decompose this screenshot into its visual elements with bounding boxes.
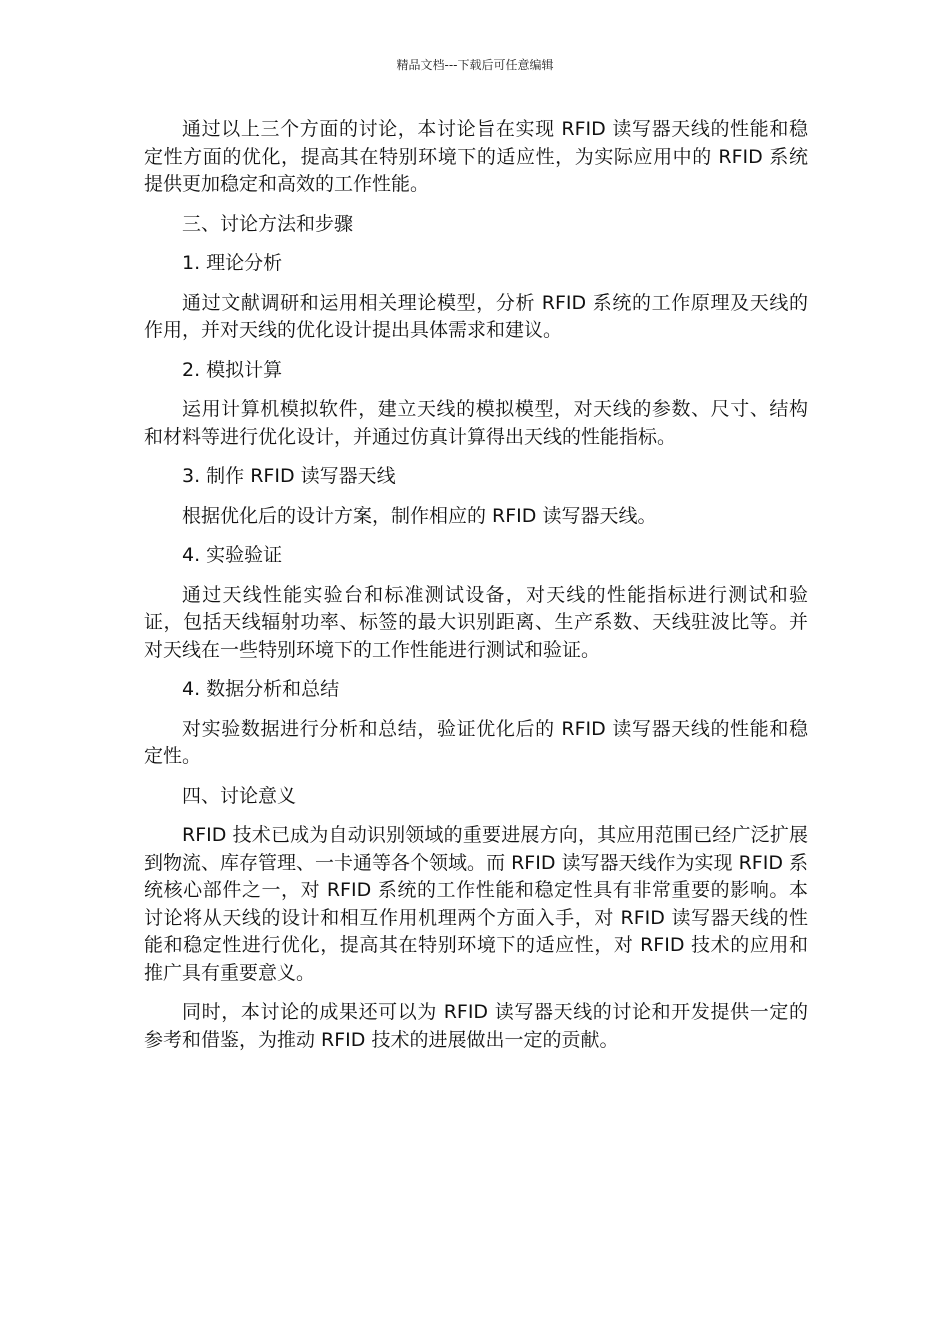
document-body [144, 116, 808, 1066]
step-heading-fabrication: 3. 制作 RFID 读写器天线 [182, 465, 396, 487]
section-heading-significance: 四、讨论意义 [182, 784, 297, 807]
paragraph-simulation: 运用计算机模拟软件，建立天线的模拟模型，对天线的参数、尺寸、结构和材料等进行优化设计，并通过仿真计算得出天线的性能指标。 [144, 398, 808, 448]
step-heading-theory: 1. 理论分析 [182, 252, 283, 274]
step-heading-analysis: 4. 数据分析和总结 [182, 678, 340, 700]
step-heading-simulation: 2. 模拟计算 [182, 358, 283, 381]
paragraph-theory: 通过文献调研和运用相关理论模型，分析 RFID 系统的工作原理及天线的作用，并对天线的优化设计提出具体需求和建议。 [144, 291, 808, 341]
paragraph-significance: RFID 技术已成为自动识别领域的重要进展方向，其应用范围已经广泛扩展到物流、库存管理、一卡通等各个领域。而 RFID 读写器天线作为实现 RFID 系统核心部件之一，对 RFID 系统的工作性能和稳定性具有非常重要的影响。本讨论将从天线的设计和相互作用机理两个方面入手，对 RFID 读写器天线的性能和稳定性进行优化，提高其在特别环境下的适应性，对 RFID 技术的应用和推广具有重要意义。 [144, 824, 808, 984]
paragraph-analysis: 对实验数据进行分析和总结，验证优化后的 RFID 读写器天线的性能和稳定性。 [144, 717, 808, 767]
paragraph-intro-summary: 通过以上三个方面的讨论，本讨论旨在实现 RFID 读写器天线的性能和稳定性方面的优化，提高其在特别环境下的适应性，为实际应用中的 RFID 系统提供更加稳定和高效的工作性能。 [144, 118, 808, 195]
section-heading-methods: 三、讨论方法和步骤 [182, 212, 354, 235]
page-header: 精品文档---下载后可任意编辑 [396, 58, 554, 72]
step-heading-experiment: 4. 实验验证 [182, 544, 283, 566]
paragraph-fabrication: 根据优化后的设计方案，制作相应的 RFID 读写器天线。 [182, 504, 657, 527]
paragraph-conclusion: 同时，本讨论的成果还可以为 RFID 读写器天线的讨论和开发提供一定的参考和借鉴，为推动 RFID 技术的进展做出一定的贡献。 [144, 1001, 808, 1051]
paragraph-experiment: 通过天线性能实验台和标准测试设备，对天线的性能指标进行测试和验证，包括天线辐射功率、标签的最大识别距离、生产系数、天线驻波比等。并对天线在一些特别环境下的工作性能进行测试和验证。 [144, 583, 808, 661]
